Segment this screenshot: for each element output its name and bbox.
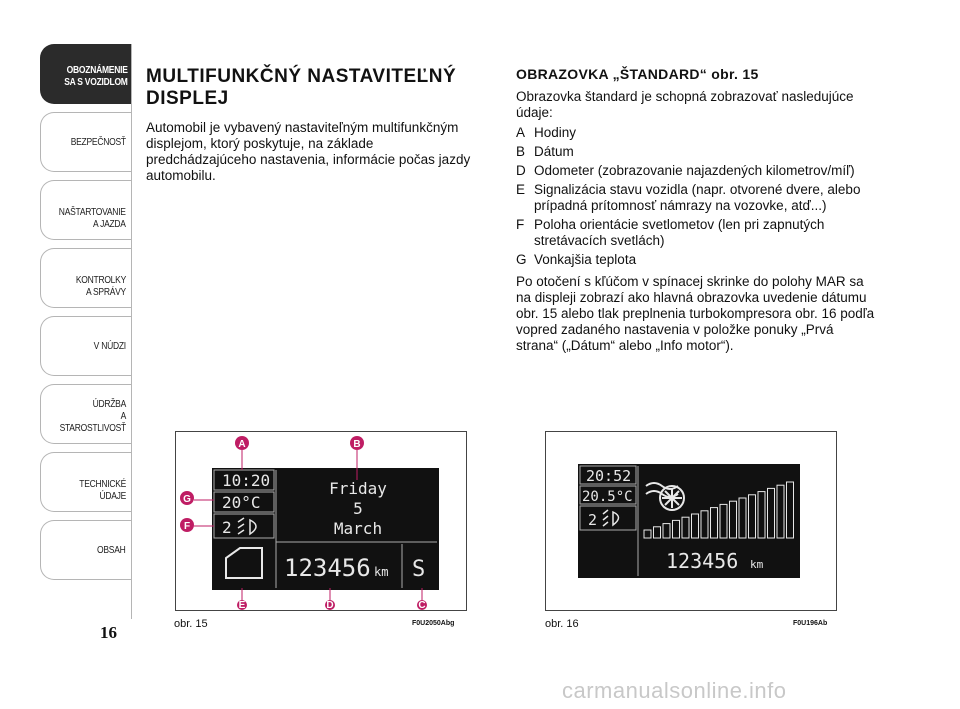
date-readout: 5 bbox=[353, 499, 363, 518]
callout-e bbox=[237, 600, 247, 610]
callout-b bbox=[350, 436, 364, 450]
list-key: F bbox=[516, 217, 525, 232]
svg-text:D: D bbox=[326, 600, 334, 610]
odometer-readout: 123456 bbox=[666, 549, 739, 573]
svg-text:F: F bbox=[183, 521, 191, 532]
clock-readout: 10:20 bbox=[222, 471, 271, 490]
list-key: D bbox=[516, 163, 526, 178]
temperature-readout: 20°C bbox=[222, 493, 261, 512]
figure-16-code: F0U196Ab bbox=[793, 620, 828, 627]
tab-label: OBSAH bbox=[97, 545, 126, 556]
callout-a bbox=[235, 436, 249, 450]
tab-v-nudzi[interactable] bbox=[40, 316, 132, 376]
display-standard-illustration bbox=[176, 432, 466, 610]
callout-c bbox=[417, 600, 427, 610]
list-item bbox=[516, 125, 876, 141]
list-item bbox=[516, 182, 876, 214]
list-text: Vonkajšia teplota bbox=[534, 252, 637, 267]
tab-label: BEZPEČNOSŤ bbox=[70, 137, 126, 148]
sidebar-divider bbox=[131, 44, 132, 619]
figure-15-code: F0U2050Abg bbox=[412, 620, 455, 627]
tab-label: KONTROLKY A SPRÁVY bbox=[75, 275, 126, 298]
watermark: carmanualsonline.info bbox=[562, 678, 787, 703]
tab-label: NAŠTARTOVANIE A JAZDA bbox=[59, 207, 126, 230]
tab-label: V NÚDZI bbox=[93, 341, 126, 352]
list-item bbox=[516, 217, 876, 249]
clock-readout: 20:52 bbox=[586, 467, 632, 485]
right-column bbox=[516, 66, 876, 354]
figure-15-caption: obr. 15 bbox=[174, 618, 208, 630]
odometer-unit: km bbox=[750, 558, 764, 571]
list-item bbox=[516, 144, 876, 160]
figure-16-caption: obr. 16 bbox=[545, 618, 579, 630]
list-text: Hodiny bbox=[534, 125, 577, 140]
figure-16 bbox=[545, 431, 837, 611]
svg-text:E: E bbox=[238, 600, 246, 610]
tab-obsah[interactable] bbox=[40, 520, 132, 580]
list-text: Dátum bbox=[534, 144, 574, 159]
list-text: Poloha orientácie svetlometov (len pri zapnutých stretávacích svetlách) bbox=[534, 217, 825, 248]
list-item bbox=[516, 252, 876, 268]
odometer-readout: 123456 bbox=[284, 554, 371, 582]
tab-label: ÚDRŽBA A STAROSTLIVOSŤ bbox=[59, 399, 127, 434]
tab-kontrolky[interactable] bbox=[40, 248, 132, 308]
list-text: Signalizácia stavu vozidla (napr. otvorené dvere, alebo prípadná prítomnosť námrazy na vozovke, atď...) bbox=[534, 182, 861, 213]
temperature-readout: 20.5°C bbox=[582, 489, 633, 505]
tab-oboznamenie[interactable] bbox=[40, 44, 132, 104]
intro-paragraph: Automobil je vybavený nastaviteľným multifunkčným displejom, ktorý poskytuje, na základe predchádzajúceho nastavenia, informácie počas jazdy automobilu. bbox=[146, 120, 471, 183]
mode-readout: S bbox=[412, 557, 426, 582]
display-engine-info-illustration bbox=[546, 432, 836, 610]
month-readout: March bbox=[333, 519, 383, 538]
day-readout: Friday bbox=[329, 479, 387, 498]
tab-udrzba[interactable] bbox=[40, 384, 132, 444]
tab-technicke[interactable] bbox=[40, 452, 132, 512]
headlamp-level-readout: 2 bbox=[222, 518, 232, 537]
svg-text:G: G bbox=[183, 494, 191, 505]
list-key: A bbox=[516, 125, 526, 140]
odometer-unit: km bbox=[374, 565, 389, 579]
figure-15 bbox=[175, 431, 467, 611]
tab-label: TECHNICKÉ ÚDAJE bbox=[79, 479, 126, 502]
svg-text:C: C bbox=[418, 600, 426, 610]
feature-list bbox=[516, 125, 876, 268]
list-key: E bbox=[516, 182, 526, 197]
svg-text:A: A bbox=[238, 439, 246, 450]
tab-bezpecnost[interactable] bbox=[40, 112, 132, 172]
list-text: Odometer (zobrazovanie najazdených kilometrov/míľ) bbox=[534, 163, 855, 178]
section-title: MULTIFUNKČNÝ NASTAVITEĽNÝ DISPLEJ bbox=[146, 66, 457, 109]
tab-nastartovanie[interactable] bbox=[40, 180, 132, 240]
list-item bbox=[516, 163, 876, 179]
page-number: 16 bbox=[100, 623, 117, 642]
subsection-intro: Obrazovka štandard je schopná zobrazovať nasledujúce údaje: bbox=[516, 89, 854, 120]
callout-f bbox=[180, 518, 194, 532]
list-key: B bbox=[516, 144, 526, 159]
callout-d bbox=[325, 600, 335, 610]
outro-paragraph: Po otočení s kľúčom v spínacej skrinke do polohy MAR sa na displeji zobrazí ako hlavná obrazovka uvedenie dátumu obr. 15 alebo tlak preplnenia turbokompresora obr. 16 podľa vopred zadaného nastavenia v položke ponuky „Prvá strana“ („Dátum“ alebo „Info motor“). bbox=[516, 274, 875, 353]
left-column bbox=[146, 66, 486, 184]
subsection-heading: OBRAZOVKA „ŠTANDARD“ obr. 15 bbox=[516, 66, 759, 82]
svg-text:B: B bbox=[353, 439, 361, 450]
tab-label: OBOZNÁMENIE SA S VOZIDLOM bbox=[64, 65, 128, 88]
callout-g bbox=[180, 491, 194, 505]
headlamp-level-readout: 2 bbox=[588, 511, 598, 529]
list-key: G bbox=[516, 252, 527, 267]
